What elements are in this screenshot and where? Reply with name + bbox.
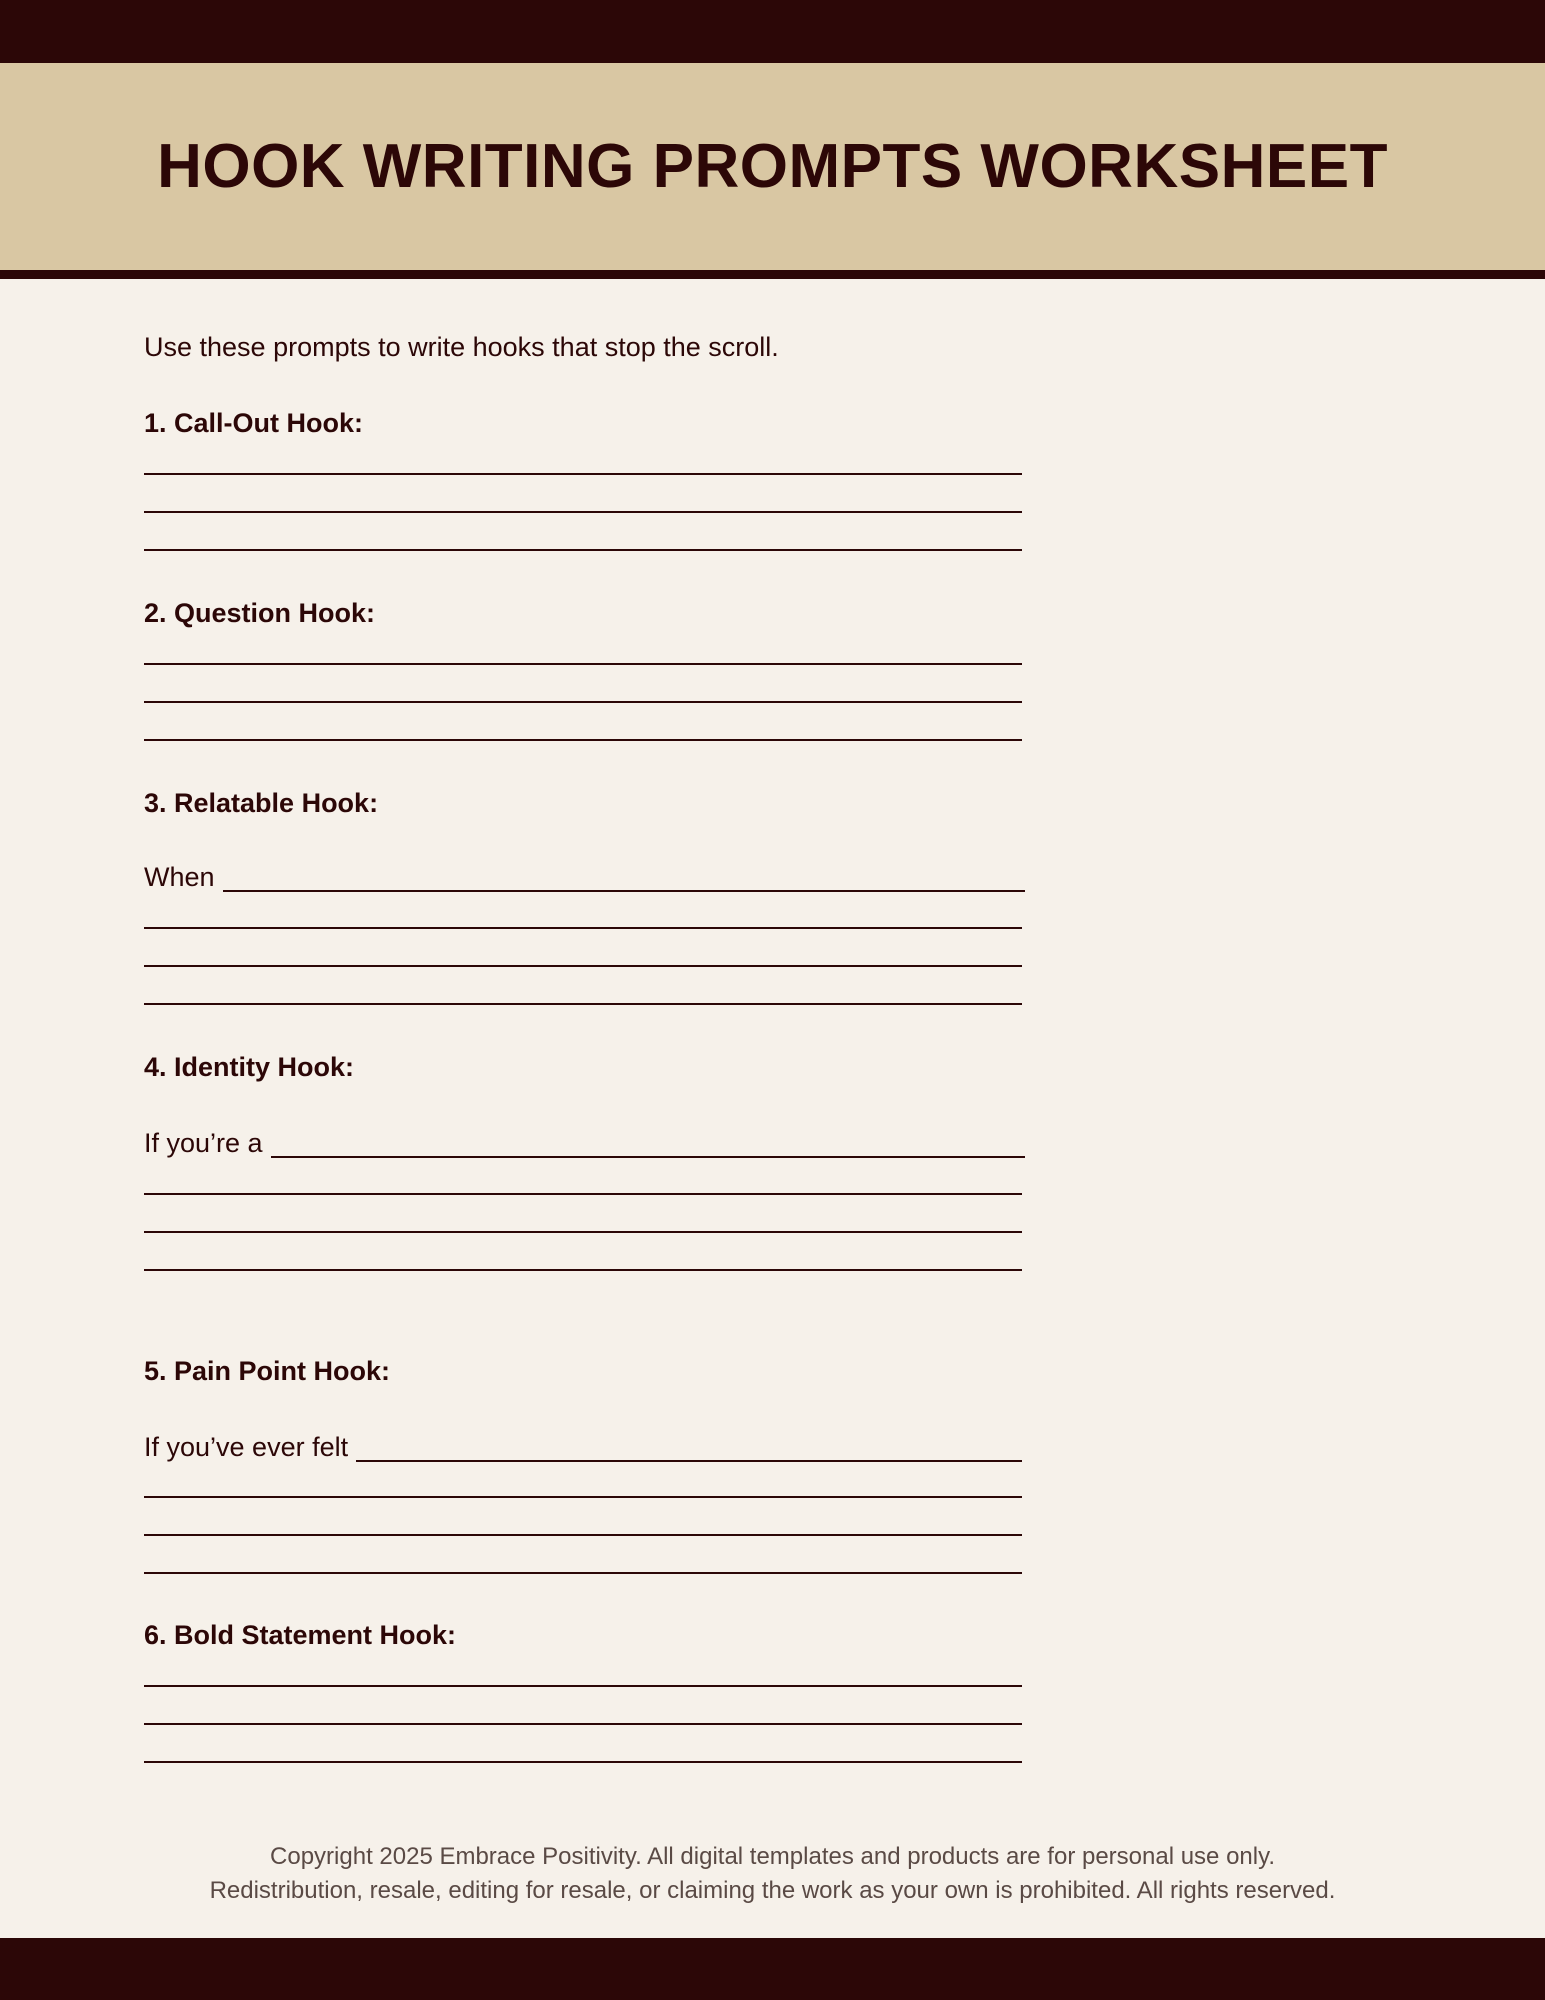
copyright-footer (0, 1840, 1545, 1908)
writing-line (144, 1003, 1022, 1005)
writing-line (144, 1761, 1022, 1763)
writing-line (144, 549, 1022, 551)
writing-line (144, 1496, 1022, 1498)
prompt-line-when (144, 862, 1025, 892)
writing-line (144, 701, 1022, 703)
page-title: HOOK WRITING PROMPTS WORKSHEET (157, 132, 1388, 201)
writing-line (144, 663, 1022, 665)
header-band (0, 63, 1545, 270)
writing-line (223, 866, 1025, 892)
writing-line (144, 1572, 1022, 1574)
writing-line (144, 1534, 1022, 1536)
writing-line (144, 965, 1022, 967)
prompt-prefix: If you’re a (144, 1128, 263, 1158)
prompt-line-pain-point (144, 1432, 1022, 1462)
writing-line (144, 1231, 1022, 1233)
writing-line (144, 1193, 1022, 1195)
section-heading-identity: 4. Identity Hook: (144, 1052, 355, 1082)
section-heading-bold-statement: 6. Bold Statement Hook: (144, 1620, 457, 1650)
writing-line (356, 1436, 1022, 1462)
top-bar (0, 0, 1545, 63)
writing-line (144, 1685, 1022, 1687)
section-heading-pain-point: 5. Pain Point Hook: (144, 1356, 391, 1386)
section-heading-question: 2. Question Hook: (144, 598, 376, 628)
writing-line (144, 1723, 1022, 1725)
writing-line (144, 473, 1022, 475)
copyright-line: Copyright 2025 Embrace Positivity. All digital templates and products are for personal use only. (270, 1843, 1275, 1870)
writing-line (144, 739, 1022, 741)
rights-line: Redistribution, resale, editing for resale, or claiming the work as your own is prohibited. All rights reserved. (209, 1877, 1336, 1904)
prompt-prefix: If you’ve ever felt (144, 1432, 349, 1462)
writing-line (271, 1132, 1025, 1158)
prompt-prefix: When (144, 862, 215, 892)
bottom-bar (0, 1938, 1545, 2000)
writing-line (144, 1269, 1022, 1271)
writing-line (144, 927, 1022, 929)
writing-line (144, 511, 1022, 513)
intro-text: Use these prompts to write hooks that stop the scroll. (144, 332, 779, 362)
section-heading-call-out: 1. Call-Out Hook: (144, 408, 364, 438)
header-divider (0, 270, 1545, 279)
section-heading-relatable: 3. Relatable Hook: (144, 788, 379, 818)
prompt-line-identity (144, 1128, 1025, 1158)
